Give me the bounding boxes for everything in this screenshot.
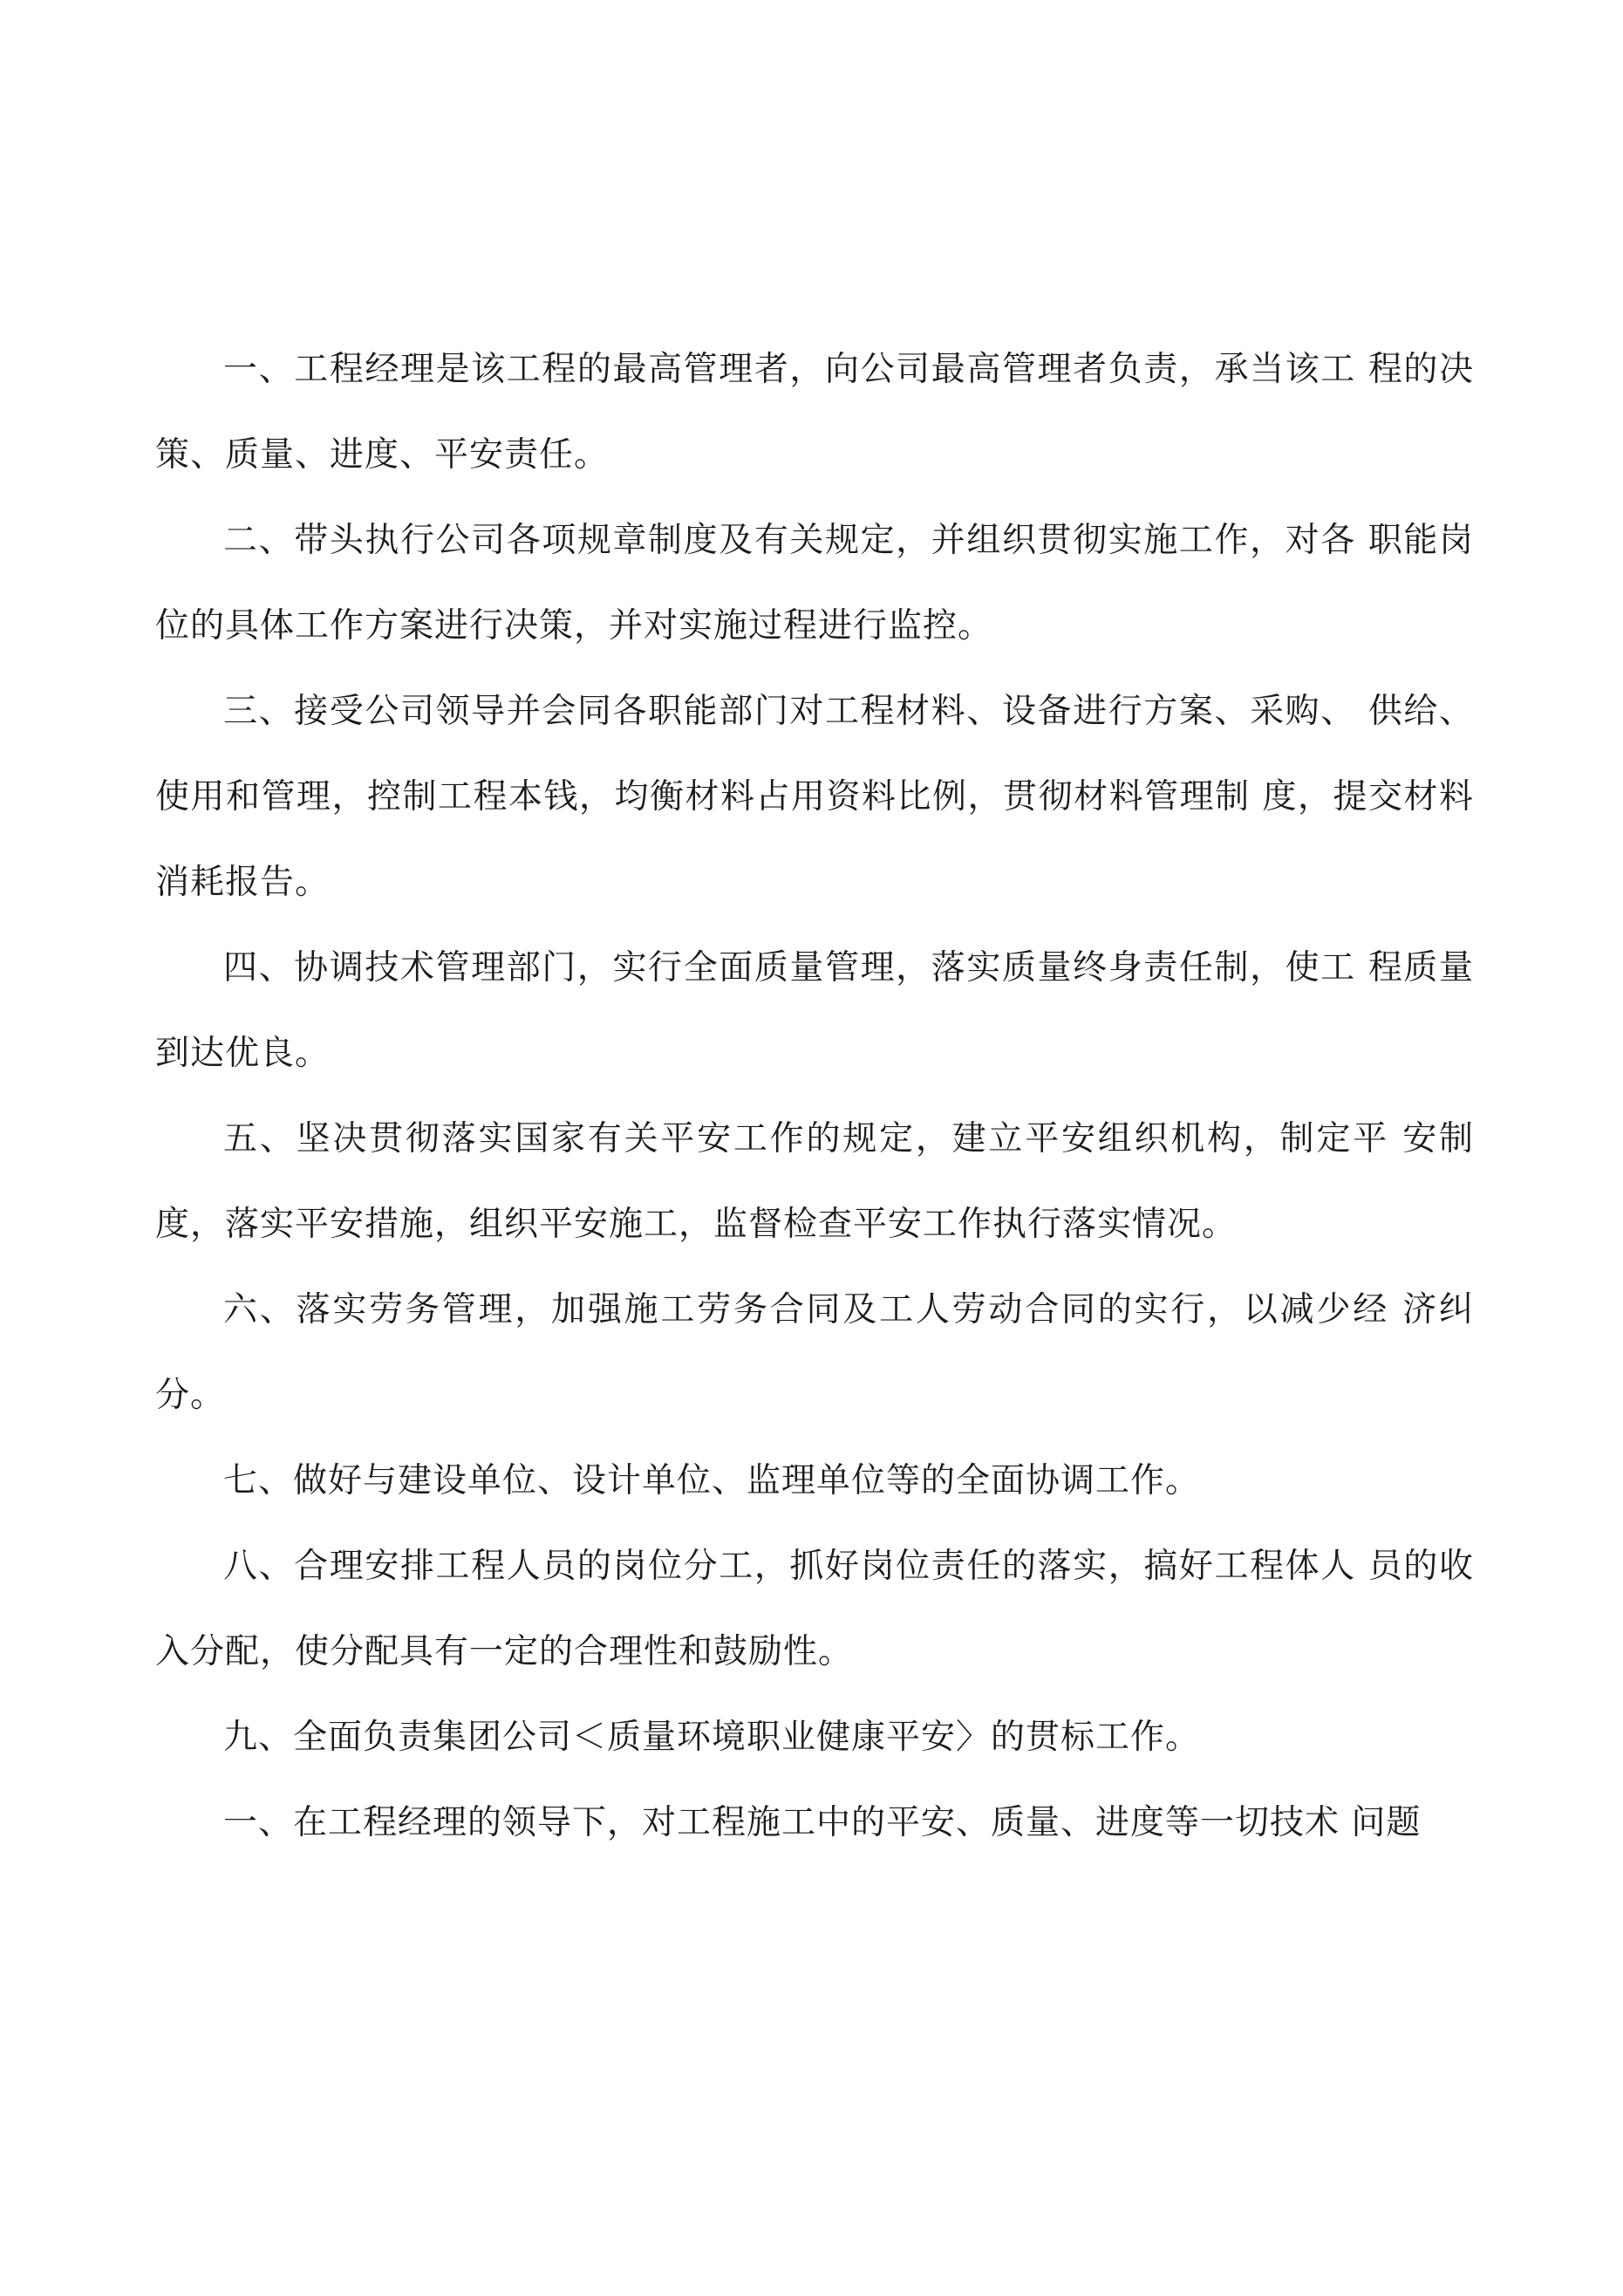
paragraph-9: 九、全面负责集团公司＜质量环境职业健康平安〉的贯标工作。 bbox=[223, 1718, 1201, 1757]
paragraph-10: 一、在工程经理的领导下，对工程施工中的平安、质量、进度等一切技术 问题 bbox=[223, 1803, 1422, 1842]
paragraph-5: 五、坚决贯彻落实国家有关平安工作的规定，建立平安组织机构，制定平 安制度，落实平安措施，组织平安施工，监督检查平安工作执行落实情况。 bbox=[155, 1119, 1474, 1244]
paragraph-2: 二、带头执行公司各项规章制度及有关规定，并组织贯彻实施工作，对各 职能岗位的具体工作方案进行决策，并对实施过程进行监控。 bbox=[155, 521, 1474, 646]
paragraph-3: 三、接受公司领导并会同各职能部门对工程材料、设备进行方案、采购、 供给、使用和管理，控制工程本钱，均衡材料占用资料比例，贯彻材料管理制 度，提交材料消耗报告。 bbox=[155, 692, 1474, 902]
document-body bbox=[155, 327, 1474, 1866]
paragraph-1: 一、工程经理是该工程的最高管理者，向公司最高管理者负责，承当该工 程的决策、质量、进度、平安责任。 bbox=[155, 350, 1474, 475]
paragraph-6: 六、落实劳务管理，加强施工劳务合同及工人劳动合同的实行，以减少经 济纠分。 bbox=[155, 1290, 1474, 1415]
paragraph-4: 四、协调技术管理部门，实行全面质量管理，落实质量终身责任制，使工 程质量到达优良。 bbox=[155, 948, 1474, 1073]
paragraph-7: 七、做好与建设单位、设计单位、监理单位等的全面协调工作。 bbox=[223, 1461, 1201, 1500]
paragraph-8: 八、合理安排工程人员的岗位分工，抓好岗位责任的落实，搞好工程体人 员的收入分配，使分配具有一定的合理性和鼓励性。 bbox=[155, 1547, 1474, 1671]
